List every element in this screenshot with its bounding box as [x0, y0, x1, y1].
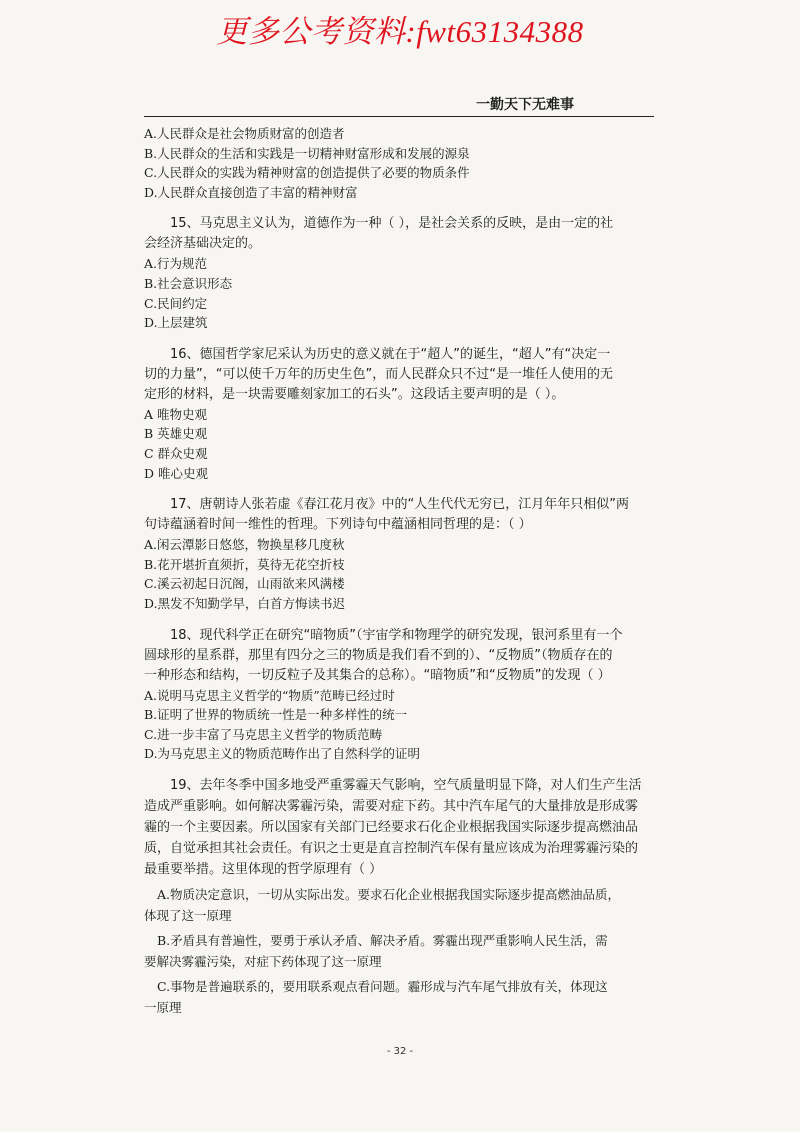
option-line: A.物质决定意识，一切从实际出发。要求石化企业根据我国实际逐步提高燃油品质，: [157, 886, 621, 902]
option: B.人民群众的生活和实践是一切精神财富形成和发展的源泉: [144, 145, 470, 161]
question-line: 切的力量”，“可以使千万年的历史生色”，而人民群众只不过“是一堆任人使用的无: [144, 366, 613, 382]
option: A.说明马克思主义哲学的“物质”范畴已经过时: [144, 687, 395, 703]
option-line: 体现了这一原理: [144, 907, 232, 923]
question-line: 17、唐朝诗人张若虚《春江花月夜》中的“人生代代无穷已，江月年年只相似”两: [170, 497, 630, 513]
question-line: 15、马克思主义认为，道德作为一种（ ），是社会关系的反映，是由一定的社: [170, 216, 614, 232]
question-19: [144, 776, 654, 1018]
option: D.上层建筑: [144, 315, 208, 331]
question-16: [144, 345, 654, 483]
option: B.社会意识形态: [144, 275, 233, 291]
option: A 唯物史观: [144, 406, 208, 422]
option: C.溪云初起日沉阁，山雨欲来风满楼: [144, 576, 345, 592]
option: B 英雄史观: [144, 426, 208, 442]
question-line: 定形的材料，是一块需要雕刻家加工的石头”。这段话主要声明的是（ ）。: [144, 386, 565, 402]
question-line: 质，自觉承担其社会责任。有识之士更是直言控制汽车保有量应该成为治理雾霾污染的: [144, 840, 639, 856]
option-paragraph-c: [144, 976, 654, 1018]
option-line: C.事物是普遍联系的，要用联系观点看问题。霾形成与汽车尾气排放有关，体现这: [157, 978, 608, 994]
watermark-text: 更多公考资料:fwt63134388: [216, 14, 584, 49]
question-line: 句诗蕴涵着时间一维性的哲理。下列诗句中蕴涵相同哲理的是：（ ）: [144, 517, 532, 533]
option: D 唯心史观: [144, 465, 208, 481]
option: A.行为规范: [144, 256, 208, 272]
page-number: - 32 -: [386, 1046, 414, 1057]
question-line: 霾的一个主要因素。所以国家有关部门已经要求石化企业根据我国实际逐步提高燃油品: [144, 819, 639, 835]
option: D.黑发不知勤学早，白首方悔读书迟: [144, 595, 346, 611]
question-15: [144, 214, 654, 332]
question-line: 会经济基础决定的。: [144, 236, 262, 252]
question-line: 造成严重影响。如何解决雾霾污染，需要对症下药。其中汽车尾气的大量排放是形成雾: [144, 798, 639, 814]
question-17: [144, 495, 654, 613]
question-line: 一种形态和结构，一切反粒子及其集合的总称）。“暗物质”和“反物质”的发现（ ）: [144, 667, 611, 683]
question-line: 圆球形的星系群，那里有四分之三的物质是我们看不到的）、“反物质”（物质存在的: [144, 647, 613, 663]
option: A.人民群众是社会物质财富的创造者: [144, 126, 345, 141]
option: C.进一步丰富了马克思主义哲学的物质范畴: [144, 726, 383, 742]
option: A.闲云潭影日悠悠，物换星移几度秋: [144, 537, 345, 553]
q14-options: [144, 124, 654, 202]
page-content: [144, 124, 654, 1018]
option-paragraph-a: [144, 884, 654, 926]
option: C.人民群众的实践为精神财富的创造提供了必要的物质条件: [144, 165, 470, 181]
page-header: 一勤天下无难事: [476, 97, 574, 113]
option-line: 一原理: [144, 999, 182, 1015]
question-line: 18、现代科学正在研究“暗物质”（宇宙学和物理学的研究发现，银河系里有一个: [170, 627, 623, 643]
option-paragraph-b: [144, 930, 654, 972]
option: B.花开堪折直须折，莫待无花空折枝: [144, 556, 345, 572]
option: D.为马克思主义的物质范畴作出了自然科学的证明: [144, 746, 421, 762]
question-line: 19、去年冬季中国多地受严重雾霾天气影响，空气质量明显下降，对人们生产生活: [170, 777, 642, 793]
option: C.民间约定: [144, 295, 208, 311]
option: D.人民群众直接创造了丰富的精神财富: [144, 184, 358, 200]
option: B.证明了世界的物质统一性是一种多样性的统一: [144, 707, 408, 723]
option-line: 要解决雾霾污染，对症下药体现了这一原理: [144, 953, 382, 969]
option: C 群众史观: [144, 445, 208, 461]
header-rule: [144, 116, 654, 117]
question-line: 最重要举措。这里体现的哲学原理有（ ）: [144, 861, 383, 877]
option-line: B.矛盾具有普遍性，要勇于承认矛盾、解决矛盾。雾霾出现严重影响人民生活，需: [157, 932, 608, 948]
question-line: 16、德国哲学家尼采认为历史的意义就在于“超人”的诞生，“超人”有“决定一: [170, 346, 611, 362]
question-18: [144, 626, 654, 764]
